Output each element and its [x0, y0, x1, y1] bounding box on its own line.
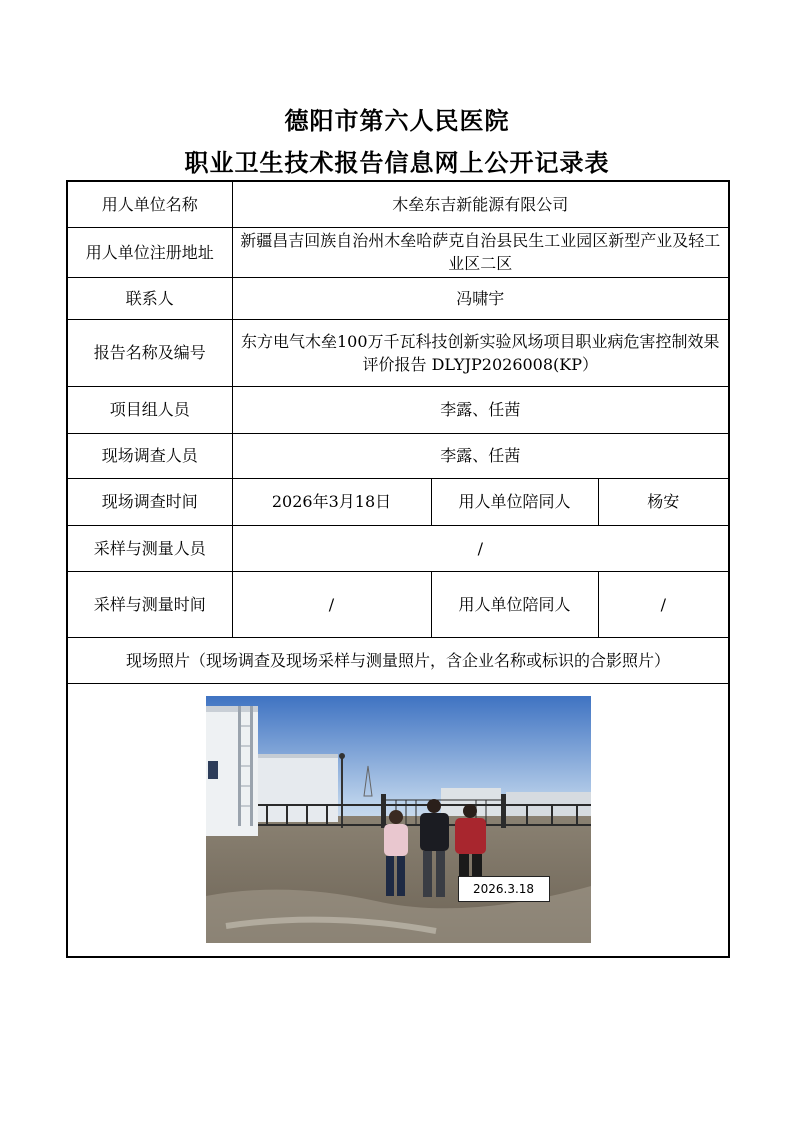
address-value: 新疆昌吉回族自治州木垒哈萨克自治县民生工业园区新型产业及轻工业区二区: [232, 227, 729, 277]
sampling-staff-value: /: [232, 525, 729, 571]
sampling-staff-label: 采样与测量人员: [67, 525, 232, 571]
survey-staff-label: 现场调查人员: [67, 433, 232, 478]
survey-companion-label: 用人单位陪同人: [431, 478, 598, 525]
survey-companion-value: 杨安: [598, 478, 729, 525]
employer-name-value: 木垒东吉新能源有限公司: [232, 181, 729, 227]
page-subtitle: 职业卫生技术报告信息网上公开记录表: [184, 149, 610, 177]
sampling-companion-label: 用人单位陪同人: [431, 571, 598, 637]
sampling-time-label: 采样与测量时间: [67, 571, 232, 637]
photo-date-stamp: 2026.3.18: [458, 876, 550, 902]
site-photo: [206, 696, 591, 943]
table-row: [67, 386, 729, 433]
report-label: 报告名称及编号: [67, 319, 232, 386]
table-row: [67, 277, 729, 319]
employer-name-label: 用人单位名称: [67, 181, 232, 227]
table-row: [67, 637, 729, 683]
table-row: [67, 525, 729, 571]
photo-cell: [67, 683, 729, 957]
table-row: [67, 319, 729, 386]
survey-staff-value: 李露、任茜: [232, 433, 729, 478]
project-team-value: 李露、任茜: [232, 386, 729, 433]
project-team-label: 项目组人员: [67, 386, 232, 433]
page-title: 德阳市第六人民医院: [284, 107, 510, 135]
table-row: [67, 181, 729, 227]
record-table: [66, 180, 730, 958]
survey-time-label: 现场调查时间: [67, 478, 232, 525]
contact-value: 冯啸宇: [232, 277, 729, 319]
survey-time-value: 2026年3月18日: [232, 478, 431, 525]
table-row: [67, 227, 729, 277]
photo-section-label: 现场照片（现场调查及现场采样与测量照片，含企业名称或标识的合影照片）: [67, 637, 729, 683]
table-row: [67, 478, 729, 525]
table-row: [67, 433, 729, 478]
table-row: [67, 683, 729, 957]
contact-label: 联系人: [67, 277, 232, 319]
sampling-companion-value: /: [598, 571, 729, 637]
address-label: 用人单位注册地址: [67, 227, 232, 277]
table-row: [67, 571, 729, 637]
sampling-time-value: /: [232, 571, 431, 637]
report-value: 东方电气木垒100万千瓦科技创新实验风场项目职业病危害控制效果评价报告 DLYJP2026008(KP）: [232, 319, 729, 386]
site-photo-image: [206, 696, 591, 943]
